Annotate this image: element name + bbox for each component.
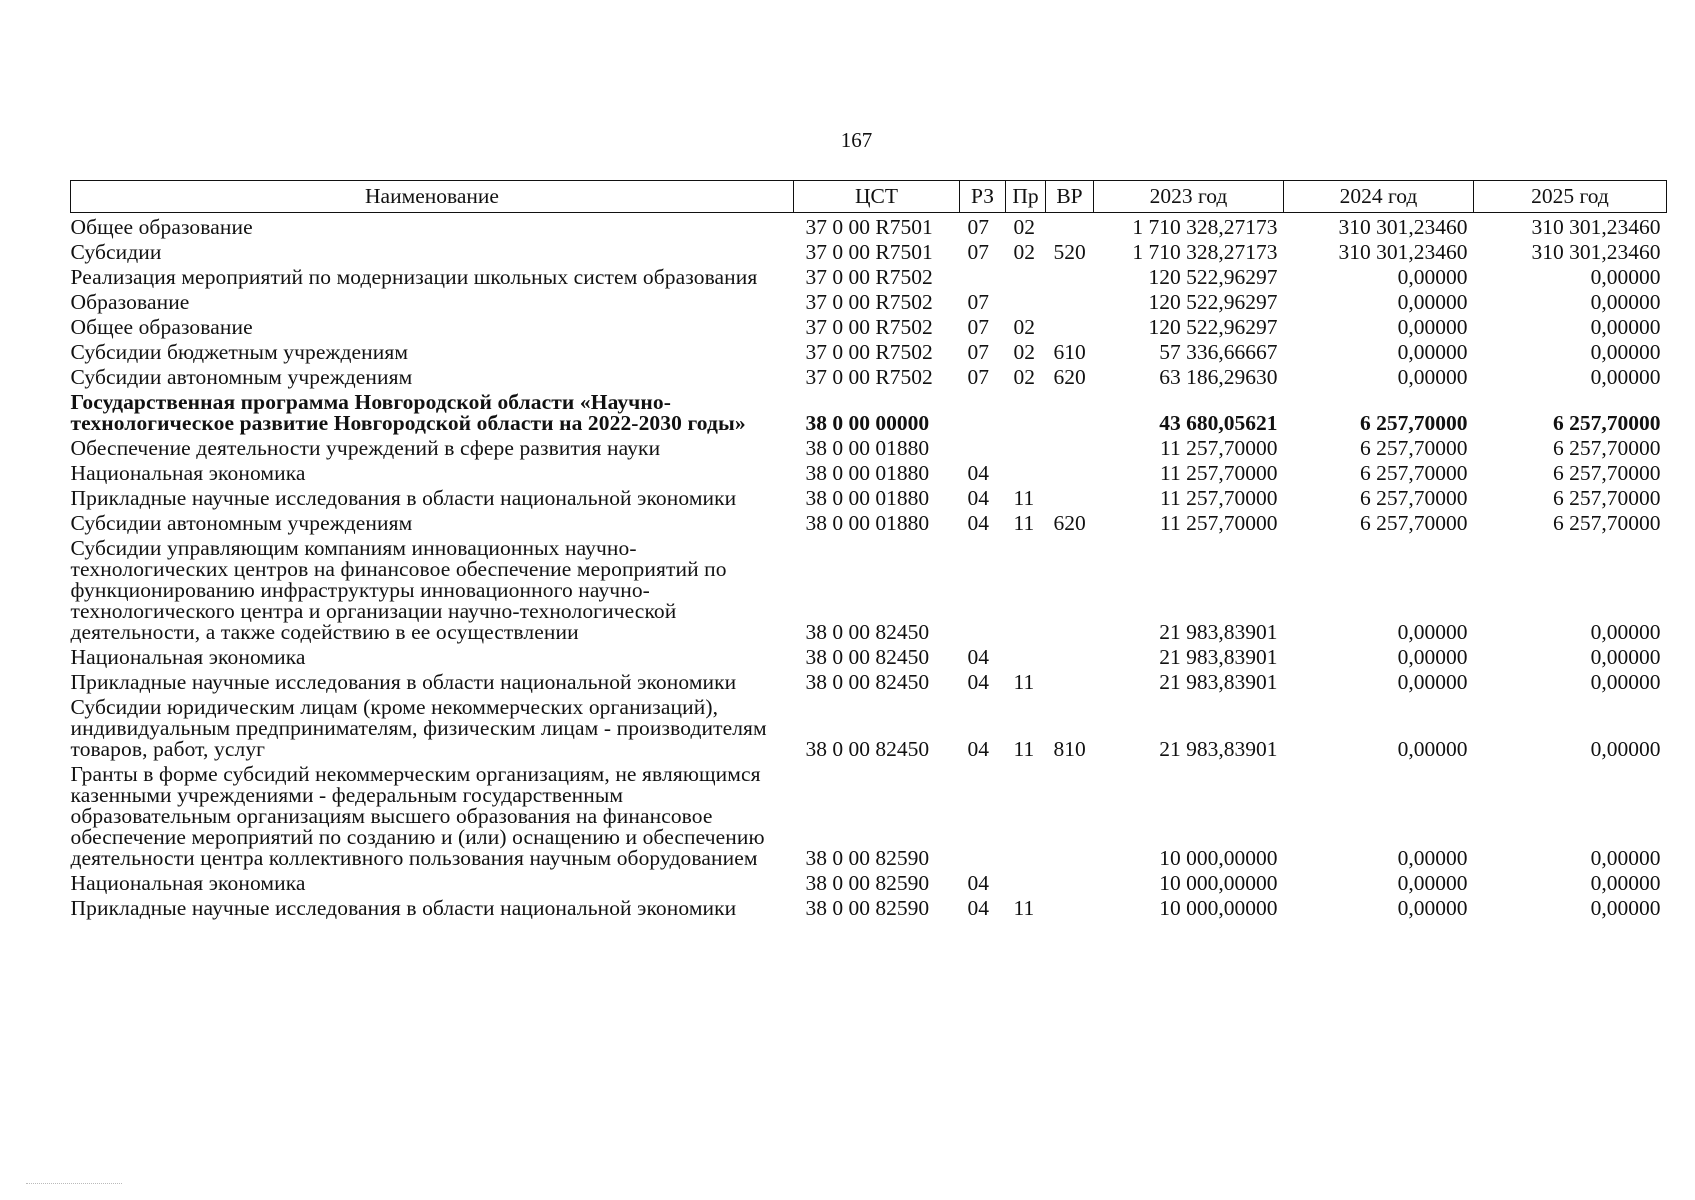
row-value-2023: 11 257,70000 — [1160, 461, 1278, 485]
row-rz: 04 — [967, 461, 989, 485]
row-pr — [1006, 459, 1046, 484]
row-cst: 37 0 00 R7502 — [805, 315, 933, 339]
row-value-2025: 0,00000 — [1590, 265, 1661, 289]
table-row — [71, 484, 1667, 509]
row-rz: 04 — [967, 670, 989, 694]
row-value-2024: 0,00000 — [1397, 846, 1468, 870]
row-value-2023: 63 186,29630 — [1159, 365, 1278, 389]
row-value-2023: 21 983,83901 — [1159, 737, 1278, 761]
table-row — [71, 869, 1667, 894]
row-vr — [1046, 313, 1094, 338]
row-vr — [1046, 213, 1094, 239]
row-name: Реализация мероприятий по модернизации школьных систем образования — [70, 265, 758, 289]
row-name: Обеспечение деятельности учреждений в сфере развития науки — [70, 436, 661, 460]
table-row — [71, 434, 1667, 459]
row-value-2024: 0,00000 — [1397, 290, 1468, 314]
row-cst: 38 0 00 00000 — [805, 411, 930, 435]
row-value-2025: 6 257,70000 — [1553, 436, 1661, 460]
row-name: Прикладные научные исследования в области национальной экономики — [70, 896, 737, 920]
row-name: Общее образование — [70, 215, 253, 239]
row-value-2023: 57 336,66667 — [1159, 340, 1278, 364]
row-vr — [1046, 534, 1094, 643]
table-row — [71, 313, 1667, 338]
budget-table — [70, 180, 1667, 919]
row-value-2025: 0,00000 — [1590, 645, 1661, 669]
row-value-2024: 0,00000 — [1397, 315, 1468, 339]
row-value-2023: 10 000,00000 — [1159, 846, 1278, 870]
row-cst: 37 0 00 R7501 — [805, 240, 933, 264]
row-rz: 04 — [967, 737, 989, 761]
row-name: Субсидии бюджетным учреждениям — [70, 340, 409, 364]
header-2023: 2023 год — [1094, 181, 1284, 213]
row-vr — [1046, 643, 1094, 668]
row-value-2025: 0,00000 — [1590, 670, 1661, 694]
table-row — [71, 388, 1667, 434]
row-vr: 610 — [1053, 340, 1086, 364]
row-pr: 11 — [1013, 511, 1035, 535]
row-value-2024: 0,00000 — [1397, 645, 1468, 669]
row-value-2023: 21 983,83901 — [1159, 645, 1278, 669]
row-rz: 04 — [967, 896, 989, 920]
row-pr: 11 — [1013, 670, 1035, 694]
row-rz: 07 — [967, 315, 989, 339]
table-row — [71, 213, 1667, 239]
row-rz: 07 — [967, 290, 989, 314]
row-value-2024: 0,00000 — [1397, 670, 1468, 694]
header-pr: Пр — [1006, 181, 1046, 213]
row-cst: 37 0 00 R7502 — [805, 265, 933, 289]
row-name: Национальная экономика — [70, 645, 306, 669]
row-value-2024: 0,00000 — [1397, 265, 1468, 289]
row-value-2024: 310 301,23460 — [1338, 215, 1468, 239]
table-header-row — [71, 181, 1667, 213]
table-row — [71, 760, 1667, 869]
row-value-2025: 0,00000 — [1590, 871, 1661, 895]
row-value-2023: 43 680,05621 — [1159, 411, 1278, 435]
row-vr: 620 — [1053, 511, 1086, 535]
row-value-2023: 120 522,96297 — [1148, 265, 1278, 289]
table-row — [71, 263, 1667, 288]
row-value-2025: 6 257,70000 — [1553, 411, 1661, 435]
row-pr — [1006, 534, 1046, 643]
row-pr — [1006, 263, 1046, 288]
row-name: Прикладные научные исследования в области национальной экономики — [70, 486, 737, 510]
row-vr — [1046, 288, 1094, 313]
row-value-2024: 6 257,70000 — [1360, 511, 1468, 535]
row-value-2024: 0,00000 — [1397, 620, 1468, 644]
row-name: Субсидии — [70, 240, 162, 264]
row-value-2023: 1 710 328,27173 — [1132, 215, 1278, 239]
row-cst: 37 0 00 R7502 — [805, 290, 933, 314]
row-value-2023: 11 257,70000 — [1160, 511, 1278, 535]
row-pr: 02 — [1013, 315, 1035, 339]
table-row — [71, 288, 1667, 313]
row-pr — [1006, 760, 1046, 869]
row-name: Национальная экономика — [70, 461, 306, 485]
row-rz: 07 — [967, 340, 989, 364]
row-value-2025: 0,00000 — [1590, 365, 1661, 389]
header-2025: 2025 год — [1474, 181, 1667, 213]
row-vr — [1046, 668, 1094, 693]
row-vr — [1046, 459, 1094, 484]
row-vr: 520 — [1053, 240, 1086, 264]
row-vr — [1046, 894, 1094, 919]
header-2024: 2024 год — [1284, 181, 1474, 213]
row-name: Субсидии юридическим лицам (кроме некоммерческих организаций), индивидуальным предпринимателям, физическим лицам - производителям товаров, работ, услуг — [70, 695, 767, 761]
row-value-2024: 6 257,70000 — [1360, 461, 1468, 485]
row-cst: 38 0 00 82590 — [805, 896, 930, 920]
row-value-2023: 120 522,96297 — [1148, 315, 1278, 339]
row-pr — [1006, 643, 1046, 668]
row-name: Национальная экономика — [70, 871, 306, 895]
row-value-2025: 0,00000 — [1590, 290, 1661, 314]
row-value-2024: 310 301,23460 — [1338, 240, 1468, 264]
row-value-2025: 0,00000 — [1590, 315, 1661, 339]
row-pr — [1006, 869, 1046, 894]
row-name: Субсидии управляющим компаниям инновационных научно-технологических центров на финансовое обеспечение мероприятий по функционированию инфраструктуры инновационного научно-технологического центра и организации научно-технологической деятельности, а также содействию в ее осуществлении — [70, 536, 727, 644]
row-value-2024: 0,00000 — [1397, 871, 1468, 895]
row-rz: 07 — [967, 365, 989, 389]
row-pr: 02 — [1013, 240, 1035, 264]
table-body — [71, 213, 1667, 920]
row-rz: 07 — [967, 215, 989, 239]
row-cst: 38 0 00 01880 — [805, 436, 930, 460]
row-value-2024: 0,00000 — [1397, 737, 1468, 761]
row-value-2025: 0,00000 — [1590, 737, 1661, 761]
row-value-2023: 1 710 328,27173 — [1132, 240, 1278, 264]
row-rz: 04 — [967, 645, 989, 669]
row-value-2024: 6 257,70000 — [1360, 411, 1468, 435]
row-value-2025: 0,00000 — [1590, 896, 1661, 920]
table-row — [71, 668, 1667, 693]
row-pr — [1006, 288, 1046, 313]
row-value-2025: 310 301,23460 — [1531, 240, 1661, 264]
table-row — [71, 338, 1667, 363]
row-pr: 02 — [1013, 365, 1035, 389]
row-vr: 810 — [1053, 737, 1086, 761]
header-rz: РЗ — [960, 181, 1006, 213]
table-row — [71, 509, 1667, 534]
table-row — [71, 693, 1667, 760]
row-value-2025: 6 257,70000 — [1553, 486, 1661, 510]
row-pr — [1006, 388, 1046, 434]
table-row — [71, 363, 1667, 388]
row-cst: 38 0 00 82450 — [805, 645, 930, 669]
table-row — [71, 534, 1667, 643]
header-name: Наименование — [71, 181, 794, 213]
row-pr: 02 — [1013, 215, 1035, 239]
header-vr: ВР — [1046, 181, 1094, 213]
page-number: 167 — [840, 128, 873, 152]
row-value-2023: 21 983,83901 — [1159, 670, 1278, 694]
row-cst: 38 0 00 01880 — [805, 486, 930, 510]
row-value-2025: 0,00000 — [1590, 340, 1661, 364]
row-vr — [1046, 434, 1094, 459]
row-pr: 11 — [1013, 737, 1035, 761]
row-cst: 38 0 00 82450 — [805, 670, 930, 694]
row-cst: 38 0 00 82590 — [805, 871, 930, 895]
row-value-2025: 6 257,70000 — [1553, 461, 1661, 485]
row-value-2024: 0,00000 — [1397, 896, 1468, 920]
row-value-2023: 21 983,83901 — [1159, 620, 1278, 644]
row-pr: 11 — [1013, 896, 1035, 920]
row-value-2024: 0,00000 — [1397, 365, 1468, 389]
row-rz — [960, 534, 1006, 643]
table-row — [71, 894, 1667, 919]
row-cst: 38 0 00 01880 — [805, 511, 930, 535]
row-value-2023: 11 257,70000 — [1160, 436, 1278, 460]
row-name: Субсидии автономным учреждениям — [70, 511, 413, 535]
row-value-2024: 6 257,70000 — [1360, 436, 1468, 460]
header-cst: ЦСТ — [794, 181, 960, 213]
row-value-2025: 0,00000 — [1590, 620, 1661, 644]
row-name: Субсидии автономным учреждениям — [70, 365, 413, 389]
row-rz: 04 — [967, 511, 989, 535]
row-pr — [1006, 434, 1046, 459]
row-value-2023: 11 257,70000 — [1160, 486, 1278, 510]
row-cst: 38 0 00 82450 — [805, 620, 930, 644]
row-value-2023: 10 000,00000 — [1159, 871, 1278, 895]
row-cst: 37 0 00 R7501 — [805, 215, 933, 239]
row-value-2024: 6 257,70000 — [1360, 486, 1468, 510]
row-value-2023: 10 000,00000 — [1159, 896, 1278, 920]
row-name: Государственная программа Новгородской области «Научно-технологическое развитие Новгородской области на 2022-2030 годы» — [70, 390, 746, 435]
row-value-2024: 0,00000 — [1397, 340, 1468, 364]
table-row — [71, 459, 1667, 484]
row-name: Общее образование — [70, 315, 253, 339]
row-rz — [960, 263, 1006, 288]
row-vr — [1046, 869, 1094, 894]
row-name: Образование — [70, 290, 190, 314]
row-vr — [1046, 760, 1094, 869]
row-vr: 620 — [1053, 365, 1086, 389]
row-value-2025: 310 301,23460 — [1531, 215, 1661, 239]
row-rz: 04 — [967, 486, 989, 510]
row-cst: 38 0 00 82590 — [805, 846, 930, 870]
row-rz — [960, 434, 1006, 459]
row-value-2025: 0,00000 — [1590, 846, 1661, 870]
row-rz — [960, 760, 1006, 869]
row-cst: 38 0 00 82450 — [805, 737, 930, 761]
scan-artifact-line — [26, 1183, 122, 1184]
row-pr: 02 — [1013, 340, 1035, 364]
row-value-2025: 6 257,70000 — [1553, 511, 1661, 535]
row-name: Прикладные научные исследования в области национальной экономики — [70, 670, 737, 694]
row-cst: 37 0 00 R7502 — [805, 340, 933, 364]
row-pr: 11 — [1013, 486, 1035, 510]
row-rz — [960, 388, 1006, 434]
row-rz: 04 — [967, 871, 989, 895]
row-rz: 07 — [967, 240, 989, 264]
row-value-2023: 120 522,96297 — [1148, 290, 1278, 314]
row-cst: 38 0 00 01880 — [805, 461, 930, 485]
row-vr — [1046, 388, 1094, 434]
row-vr — [1046, 484, 1094, 509]
row-vr — [1046, 263, 1094, 288]
table-row — [71, 643, 1667, 668]
row-cst: 37 0 00 R7502 — [805, 365, 933, 389]
table-row — [71, 238, 1667, 263]
row-name: Гранты в форме субсидий некоммерческим организациям, не являющимся казенными учреждениями - федеральным государственным образовательным организациям высшего образования на финансовое обеспечение мероприятий по созданию и (или) оснащению и обеспечению деятельности центра коллективного пользования научным оборудованием — [70, 762, 765, 870]
